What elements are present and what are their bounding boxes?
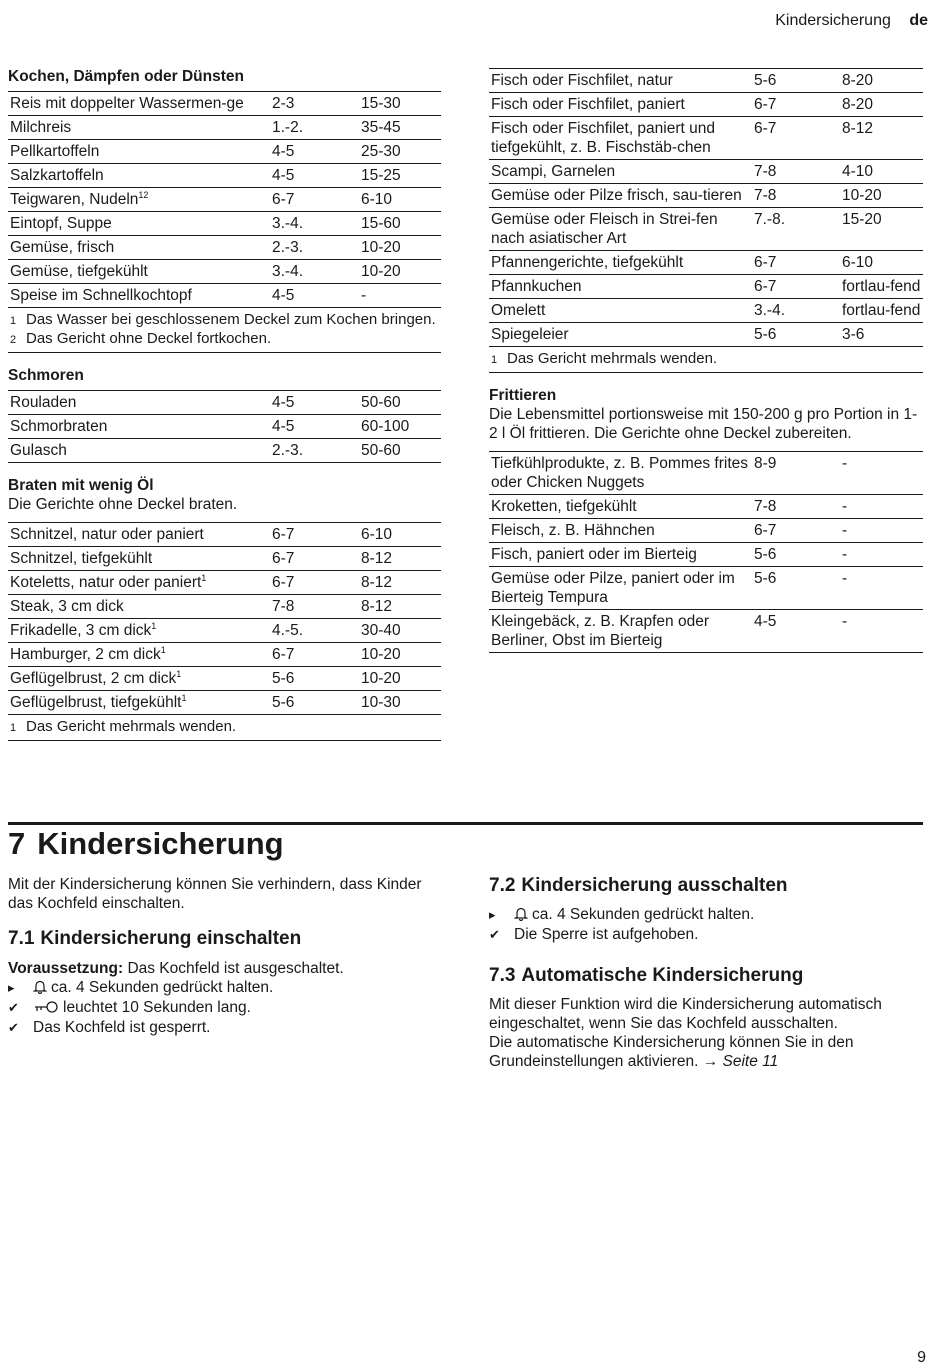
table-row [8, 164, 441, 188]
table-cell: 15-30 [359, 92, 441, 116]
braten-table [8, 522, 441, 715]
table-cell: 15-60 [359, 212, 441, 236]
table-cell: Schnitzel, natur oder paniert [8, 523, 270, 547]
table-cell: 5-6 [270, 691, 359, 715]
table-row [489, 610, 923, 653]
chapter-intro: Mit der Kindersicherung können Sie verhindern, dass Kinder das Kochfeld einschalten. [8, 876, 422, 912]
table-cell: 10-20 [359, 260, 441, 284]
table-cell: 60-100 [359, 415, 441, 439]
table-cell: 10-20 [359, 667, 441, 691]
cell-text: Geflügelbrust, tiefgekühlt [10, 694, 182, 711]
table-row [8, 643, 441, 667]
left-column [8, 68, 441, 741]
frittieren-table [489, 451, 923, 653]
table-cell: Pfannengerichte, tiefgekühlt [489, 251, 752, 275]
table-cell: Fisch, paniert oder im Bierteig [489, 543, 752, 567]
table-cell: 35-45 [359, 116, 441, 140]
footnote-number: 1 [10, 722, 17, 734]
table-row [8, 691, 441, 715]
table-row [8, 547, 441, 571]
table-row [8, 260, 441, 284]
table-cell: 10-30 [359, 691, 441, 715]
table-cell: 2.-3. [270, 236, 359, 260]
table-cell: Fisch oder Fischfilet, paniert und tiefgekühlt, z. B. Fischstäb-chen [489, 117, 752, 160]
table-cell: 5-6 [752, 323, 840, 347]
table-cell: 3-6 [840, 323, 923, 347]
table-cell: 15-25 [359, 164, 441, 188]
triangle-bullet-icon: ▸ [489, 907, 496, 922]
table-cell: - [840, 567, 923, 610]
result [8, 1018, 438, 1038]
table-cell: - [840, 495, 923, 519]
kochen-heading: Kochen, Dämpfen oder Dünsten [8, 68, 244, 85]
table-cell: 8-20 [840, 93, 923, 117]
table-cell: 2-3 [270, 92, 359, 116]
header-language-code: de [909, 12, 928, 29]
footnote [491, 350, 921, 369]
table-row [489, 69, 923, 93]
schmoren-table [8, 390, 441, 463]
table-cell: 6-10 [359, 188, 441, 212]
table-cell: Gemüse oder Fleisch in Strei-fen nach asiatischer Art [489, 208, 752, 251]
table-row [489, 184, 923, 208]
check-icon: ✔ [8, 1000, 19, 1015]
table-cell: Kroketten, tiefgekühlt [489, 495, 752, 519]
table-cell: 6-7 [270, 571, 359, 595]
table-row [489, 495, 923, 519]
table-cell: 30-40 [359, 619, 441, 643]
table-cell: 8-9 [752, 452, 840, 495]
section-7-1-heading [8, 928, 438, 950]
table-cell: Gemüse oder Pilze, paniert oder im Bierteig Tempura [489, 567, 752, 610]
footnote-text: Das Gericht ohne Deckel fortkochen. [26, 330, 272, 347]
table-cell: 5-6 [270, 667, 359, 691]
footnote [10, 330, 439, 349]
table-cell: 1.-2. [270, 116, 359, 140]
table-cell: Gulasch [8, 439, 270, 463]
prerequisite-label: Voraussetzung: [8, 960, 124, 977]
section-number: 7.2 [489, 875, 516, 896]
cell-text: Hamburger, 2 cm dick [10, 646, 161, 663]
table-cell: Speise im Schnellkochtopf [8, 284, 270, 308]
table-row [8, 284, 441, 308]
step [489, 905, 923, 925]
table-row [8, 188, 441, 212]
table-cell: Gemüse oder Pilze frisch, sau-tieren [489, 184, 752, 208]
table-row [489, 567, 923, 610]
table-cell [8, 619, 270, 643]
table-row [8, 92, 441, 116]
table-cell: 15-20 [840, 208, 923, 251]
cell-text: Koteletts, natur oder paniert [10, 574, 202, 591]
table-cell: 8-12 [840, 117, 923, 160]
chapter-rule [8, 822, 923, 825]
table-cell: Spiegeleier [489, 323, 752, 347]
footnote-marker: 1 [181, 692, 187, 703]
table-row [8, 415, 441, 439]
check-icon: ✔ [489, 927, 500, 942]
section-number: 7.3 [489, 965, 516, 986]
table-cell: 6-7 [752, 275, 840, 299]
table-row [8, 439, 441, 463]
table-cell: Fisch oder Fischfilet, paniert [489, 93, 752, 117]
prerequisite [8, 959, 438, 978]
table-cell: 5-6 [752, 567, 840, 610]
table-row [8, 667, 441, 691]
footnote-marker: 1 [151, 620, 157, 631]
right-column [489, 68, 923, 653]
header-section-title: Kindersicherung [775, 12, 891, 29]
page-number: 9 [917, 1349, 926, 1366]
footnote-text: Das Gericht mehrmals wenden. [26, 718, 237, 735]
table-cell: 4-5 [270, 391, 359, 415]
table-cell: 10-20 [840, 184, 923, 208]
table-cell [8, 643, 270, 667]
table-cell: 4-5 [270, 164, 359, 188]
table-cell: fortlau-fend [840, 299, 923, 323]
table-row [489, 275, 923, 299]
table-cell: Reis mit doppelter Wassermen-ge [8, 92, 270, 116]
result-text: Das Kochfeld ist gesperrt. [33, 1019, 211, 1036]
table-row [489, 323, 923, 347]
table-cell: Pfannkuchen [489, 275, 752, 299]
table-cell: fortlau-fend [840, 275, 923, 299]
table-cell: 50-60 [359, 439, 441, 463]
table-cell: 10-20 [359, 236, 441, 260]
pfanne-footnotes [489, 347, 923, 373]
braten-footnotes [8, 715, 441, 741]
braten-intro: Die Gerichte ohne Deckel braten. [8, 496, 238, 513]
section-7-3-paragraph [489, 1033, 923, 1071]
footnote [10, 311, 439, 330]
table-cell: Omelett [489, 299, 752, 323]
table-cell [8, 691, 270, 715]
section-7-3-heading [489, 965, 923, 987]
table-cell: 7.-8. [752, 208, 840, 251]
table-row [8, 391, 441, 415]
check-icon: ✔ [8, 1020, 19, 1035]
table-row [8, 595, 441, 619]
cell-text: Teigwaren, Nudeln [10, 191, 139, 208]
table-cell: 3.-4. [270, 260, 359, 284]
kochen-footnotes [8, 308, 441, 353]
table-cell: Eintopf, Suppe [8, 212, 270, 236]
braten-heading: Braten mit wenig Öl [8, 477, 154, 494]
table-row [8, 140, 441, 164]
table-row [8, 523, 441, 547]
table-cell: 6-7 [752, 93, 840, 117]
triangle-bullet-icon: ▸ [8, 980, 15, 995]
footnote-number: 1 [491, 354, 498, 366]
footnote [10, 718, 439, 737]
section-7-3-paragraph: Mit dieser Funktion wird die Kindersicherung automatisch eingeschaltet, wenn Sie das Kochfeld ausschalten. [489, 996, 882, 1032]
table-cell: 6-10 [359, 523, 441, 547]
frittieren-intro: Die Lebensmittel portionsweise mit 150-200 g pro Portion in 1-2 l Öl frittieren. Die Gerichte ohne Deckel zubereiten. [489, 406, 918, 442]
table-row [489, 208, 923, 251]
key-lock-icon [33, 1000, 59, 1014]
table-cell: Schmorbraten [8, 415, 270, 439]
table-cell: 6-7 [752, 519, 840, 543]
table-cell: 4-5 [752, 610, 840, 653]
table-row [8, 571, 441, 595]
table-row [489, 251, 923, 275]
chapter-left-column [8, 875, 438, 1038]
table-cell: 2.-3. [270, 439, 359, 463]
table-cell: - [840, 519, 923, 543]
table-cell: - [840, 452, 923, 495]
footnote-marker: 12 [138, 189, 149, 200]
schmoren-heading: Schmoren [8, 367, 84, 384]
table-cell [8, 667, 270, 691]
table-row [8, 619, 441, 643]
section-7-2-heading [489, 875, 923, 897]
table-cell: 4-5 [270, 415, 359, 439]
table-cell: 6-7 [270, 523, 359, 547]
table-cell: 7-8 [752, 495, 840, 519]
table-cell: Steak, 3 cm dick [8, 595, 270, 619]
table-cell: 4.-5. [270, 619, 359, 643]
cell-text: Geflügelbrust, 2 cm dick [10, 670, 177, 687]
table-row [489, 543, 923, 567]
footnote-marker: 1 [201, 572, 207, 583]
table-cell: 10-20 [359, 643, 441, 667]
table-cell [8, 571, 270, 595]
table-cell: 7-8 [752, 160, 840, 184]
table-cell: Tiefkühlprodukte, z. B. Pommes frites oder Chicken Nuggets [489, 452, 752, 495]
page-header [775, 12, 928, 30]
table-cell: 50-60 [359, 391, 441, 415]
table-cell: 4-5 [270, 140, 359, 164]
footnote-text: Das Gericht mehrmals wenden. [507, 350, 718, 367]
table-row [489, 160, 923, 184]
table-row [489, 93, 923, 117]
table-row [489, 117, 923, 160]
bell-key-icon [514, 906, 528, 921]
table-cell: 6-7 [752, 117, 840, 160]
table-row [489, 519, 923, 543]
table-cell: 5-6 [752, 69, 840, 93]
page-reference-link[interactable]: Seite 11 [722, 1053, 779, 1070]
kochen-table [8, 91, 441, 308]
table-cell: Gemüse, tiefgekühlt [8, 260, 270, 284]
table-cell: 6-10 [840, 251, 923, 275]
table-cell: 3.-4. [752, 299, 840, 323]
chapter-title [8, 826, 284, 862]
result [489, 925, 923, 945]
paragraph-text: Die automatische Kindersicherung können Sie in den Grundeinstellungen aktivieren. [489, 1034, 854, 1070]
table-cell: Schnitzel, tiefgekühlt [8, 547, 270, 571]
step-text: ca. 4 Sekunden gedrückt halten. [51, 979, 274, 996]
arrow-right-icon: → [702, 1053, 719, 1070]
chapter-title-text: Kindersicherung [37, 826, 284, 861]
result-text: leuchtet 10 Sekunden lang. [63, 999, 251, 1016]
table-row [8, 236, 441, 260]
table-cell: Milchreis [8, 116, 270, 140]
table-cell: 4-10 [840, 160, 923, 184]
footnote-marker: 1 [160, 644, 166, 655]
table-cell: 7-8 [752, 184, 840, 208]
table-cell: 7-8 [270, 595, 359, 619]
table-cell: Salzkartoffeln [8, 164, 270, 188]
cell-text: Frikadelle, 3 cm dick [10, 622, 152, 639]
table-cell: - [840, 543, 923, 567]
table-cell: 6-7 [270, 188, 359, 212]
table-cell [8, 188, 270, 212]
footnote-number: 1 [10, 315, 17, 327]
result-text: Die Sperre ist aufgehoben. [514, 926, 699, 943]
table-cell: Rouladen [8, 391, 270, 415]
table-cell: 8-12 [359, 571, 441, 595]
frittieren-heading: Frittieren [489, 387, 557, 404]
table-cell: 8-12 [359, 547, 441, 571]
table-cell: 4-5 [270, 284, 359, 308]
table-cell: 8-12 [359, 595, 441, 619]
bell-key-icon [33, 979, 47, 994]
table-row [8, 212, 441, 236]
table-cell: Gemüse, frisch [8, 236, 270, 260]
table-cell: 6-7 [270, 643, 359, 667]
table-cell: - [359, 284, 441, 308]
table-cell: Fleisch, z. B. Hähnchen [489, 519, 752, 543]
pfanne-table [489, 68, 923, 347]
table-cell: Scampi, Garnelen [489, 160, 752, 184]
table-cell: 6-7 [270, 547, 359, 571]
table-cell: - [840, 610, 923, 653]
table-cell: Pellkartoffeln [8, 140, 270, 164]
chapter-right-column [489, 875, 923, 1071]
result [8, 998, 438, 1018]
section-number: 7.1 [8, 928, 35, 949]
step-text: ca. 4 Sekunden gedrückt halten. [532, 906, 755, 923]
prerequisite-text: Das Kochfeld ist ausgeschaltet. [127, 960, 344, 977]
chapter-number: 7 [8, 826, 26, 861]
table-row [489, 299, 923, 323]
table-row [489, 452, 923, 495]
footnote-text: Das Wasser bei geschlossenem Deckel zum Kochen bringen. [26, 311, 436, 328]
table-cell: 25-30 [359, 140, 441, 164]
table-cell: 8-20 [840, 69, 923, 93]
section-title: Kindersicherung ausschalten [521, 875, 788, 896]
table-cell: 6-7 [752, 251, 840, 275]
table-row [8, 116, 441, 140]
table-cell: Fisch oder Fischfilet, natur [489, 69, 752, 93]
footnote-marker: 1 [176, 668, 182, 679]
step [8, 978, 438, 998]
footnote-number: 2 [10, 334, 17, 346]
table-cell: 3.-4. [270, 212, 359, 236]
section-title: Kindersicherung einschalten [40, 928, 302, 949]
table-cell: Kleingebäck, z. B. Krapfen oder Berliner, Obst im Bierteig [489, 610, 752, 653]
table-cell: 5-6 [752, 543, 840, 567]
section-title: Automatische Kindersicherung [521, 965, 804, 986]
